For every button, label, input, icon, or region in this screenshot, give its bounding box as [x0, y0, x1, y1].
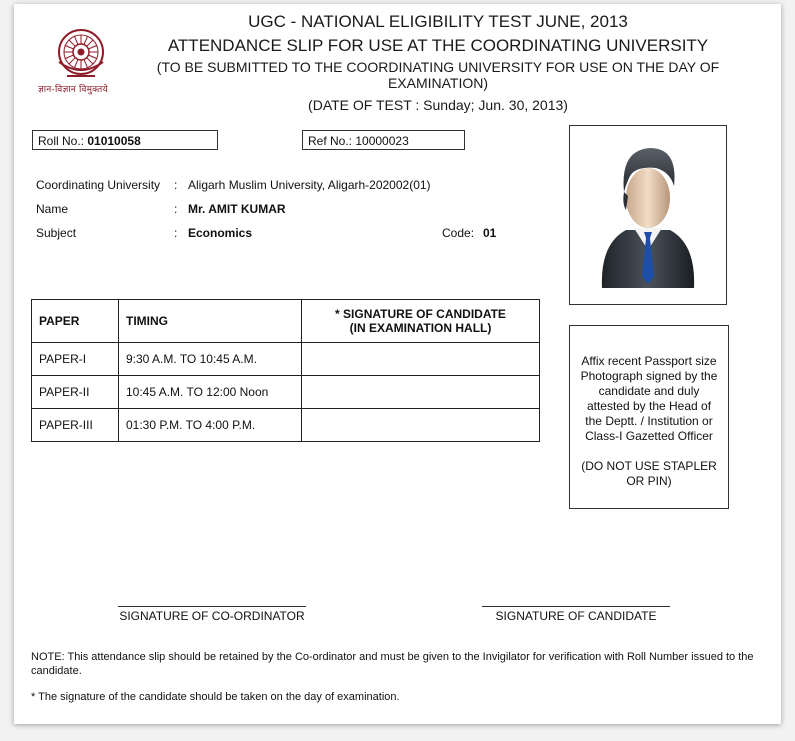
- roll-number-value: 01010058: [87, 134, 141, 148]
- coordinator-signature: SIGNATURE OF CO-ORDINATOR: [118, 606, 306, 623]
- name-value: Mr. AMIT KUMAR: [188, 202, 286, 216]
- code-value: 01: [483, 226, 497, 240]
- signature-header-line2: (IN EXAMINATION HALL): [349, 321, 492, 335]
- affix-warning: (DO NOT USE STAPLER: [581, 459, 717, 473]
- paper-cell: PAPER-I: [32, 343, 119, 376]
- university-value: Aligarh Muslim University, Aligarh-202002(01): [188, 178, 431, 192]
- affix-warning: OR PIN): [626, 474, 672, 488]
- attendance-note: NOTE: This attendance slip should be retained by the Co-ordinator and must be given to the Invigilator for verification with Roll Number issued to the candidate.: [31, 651, 754, 677]
- ref-number-box: [302, 130, 465, 150]
- paper-cell: PAPER-III: [32, 409, 119, 442]
- roll-number-label: Roll No.:: [38, 134, 85, 148]
- affix-line: Class-I Gazetted Officer: [585, 429, 713, 443]
- university-label: Coordinating University: [36, 178, 161, 192]
- ref-number-value: 10000023: [355, 134, 409, 148]
- signature-header-line1: * SIGNATURE OF CANDIDATE: [335, 307, 506, 321]
- timing-cell: 9:30 A.M. TO 10:45 A.M.: [119, 343, 302, 376]
- affix-instructions-box: [569, 325, 729, 509]
- table-header-row: [32, 300, 540, 343]
- signature-footnote: * The signature of the candidate should be taken on the day of examination.: [31, 691, 400, 703]
- paper-header: PAPER: [32, 300, 119, 343]
- attendance-slip-page: [14, 4, 781, 724]
- exam-title: UGC - NATIONAL ELIGIBILITY TEST JUNE, 2013: [248, 12, 628, 31]
- name-colon: :: [174, 202, 178, 216]
- subject-value: Economics: [188, 226, 253, 240]
- subject-colon: :: [174, 226, 178, 240]
- timing-cell: 10:45 A.M. TO 12:00 Noon: [119, 376, 302, 409]
- table-row: [32, 343, 540, 376]
- logo-caption: ज्ञान-विज्ञान विमुक्तये: [38, 85, 108, 95]
- affix-line: attested by the Head of: [586, 399, 712, 413]
- signature-header: [302, 300, 540, 343]
- code-label: Code:: [442, 226, 475, 240]
- university-colon: :: [174, 178, 178, 192]
- affix-line: the Deptt. / Institution or: [585, 414, 713, 428]
- paper-cell: PAPER-II: [32, 376, 119, 409]
- candidate-avatar-icon: [570, 126, 726, 304]
- affix-line: Photograph signed by the: [580, 369, 718, 383]
- timing-cell: 01:30 P.M. TO 4:00 P.M.: [119, 409, 302, 442]
- signature-cell: [302, 343, 540, 376]
- name-label: Name: [36, 202, 69, 216]
- test-date: (DATE OF TEST : Sunday; Jun. 30, 2013): [308, 97, 568, 113]
- subject-label: Subject: [36, 226, 77, 240]
- paper-schedule-table: [31, 299, 540, 442]
- signature-cell: [302, 409, 540, 442]
- table-row: [32, 409, 540, 442]
- affix-line: Affix recent Passport size: [581, 354, 717, 368]
- candidate-signature: SIGNATURE OF CANDIDATE: [482, 606, 670, 623]
- slip-title: ATTENDANCE SLIP FOR USE AT THE COORDINATING UNIVERSITY: [167, 36, 709, 55]
- slip-subtitle: (TO BE SUBMITTED TO THE COORDINATING UNIVERSITY FOR USE ON THE DAY OF EXAMINATION): [156, 59, 720, 91]
- ref-number-label: Ref No.:: [308, 134, 353, 148]
- photo-box: [569, 125, 727, 305]
- table-row: [32, 376, 540, 409]
- affix-line: candidate and duly: [598, 384, 700, 398]
- signature-cell: [302, 376, 540, 409]
- timing-header: TIMING: [119, 300, 302, 343]
- roll-number-box: [32, 130, 218, 150]
